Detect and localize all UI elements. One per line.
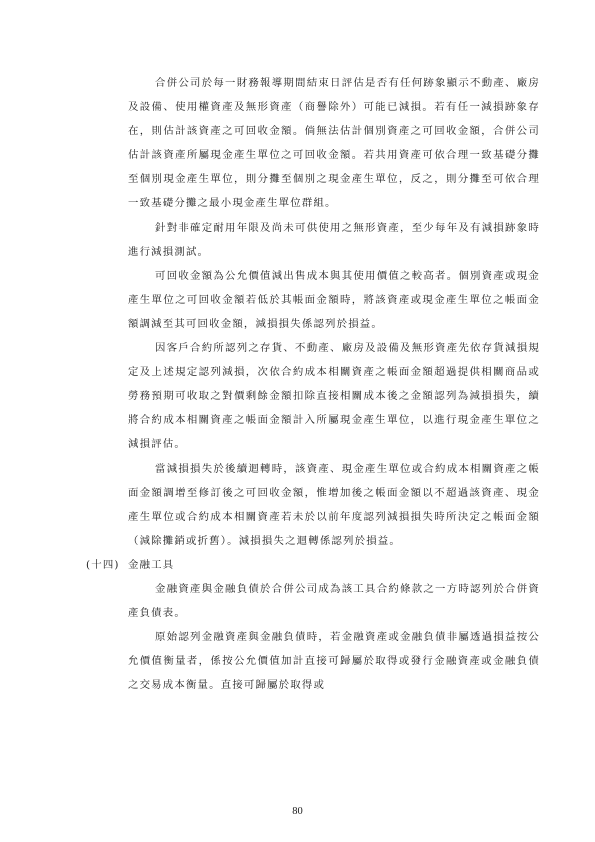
section-number: (十四) xyxy=(86,558,120,571)
paragraph-recoverable-amount: 可回收金額為公允價值減出售成本與其使用價值之較高者。個別資產或現金產生單位之可回收金額若低於其帳面金額時，將該資產或現金產生單位之帳面金額調減至其可回收金額，減損損失係認列於損益。 xyxy=(128,269,540,330)
paragraph-impairment-assessment: 合併公司於每一財務報導期間結束日評估是否有任何跡象顯示不動產、廠房及設備、使用權資產及無形資產（商譽除外）可能已減損。若有任一減損跡象存在，則估計該資產之可回收金額。倘無法估計個別資產之可回收金額，合併公司估計該資產所屬現金產生單位之可回收金額。若共用資產可依合理一致基礎分攤至個別現金產生單位，則分攤至個別之現金產生單位，反之，則分攤至可依合理一致基礎分攤之最小現金產生單位群組。 xyxy=(128,77,540,210)
section-heading xyxy=(86,553,540,577)
paragraph-contract-assets: 因客戶合約所認列之存貨、不動產、廠房及設備及無形資產先依存貨減損規定及上述規定認列減損，次依合約成本相關資產之帳面金額超過提供相關商品或勞務預期可收取之對價剩餘金額扣除直接相關成本後之金額認列為減損損失，續將合約成本相關資產之帳面金額計入所屬現金產生單位，以進行現金產生單位之減損評估。 xyxy=(128,342,540,451)
paragraph-reversal: 當減損損失於後續迴轉時，該資產、現金產生單位或合約成本相關資產之帳面金額調增至修訂後之可回收金額，惟增加後之帳面金額以不超過該資產、現金產生單位或合約成本相關資產若未於以前年度認列減損損失時所決定之帳面金額（減除攤銷或折舊）。減損損失之迴轉係認列於損益。 xyxy=(128,462,540,547)
paragraph-recognition: 金融資產與金融負債於合併公司成為該工具合約條款之一方時認列於合併資產負債表。 xyxy=(128,582,540,620)
document-body xyxy=(86,71,540,697)
paragraph-initial-measurement: 原始認列金融資產與金融負債時，若金融資產或金融負債非屬透過損益按公允價值衡量者，係按公允價值加計直接可歸屬於取得或發行金融資產或金融負債之交易成本衡量。直接可歸屬於取得或 xyxy=(128,631,540,692)
page-number: 80 xyxy=(292,806,303,817)
section-title: 金融工具 xyxy=(128,558,175,571)
paragraph-intangible-testing: 針對非確定耐用年限及尚未可供使用之無形資產，至少每年及有減損跡象時進行減損測試。 xyxy=(128,221,540,258)
